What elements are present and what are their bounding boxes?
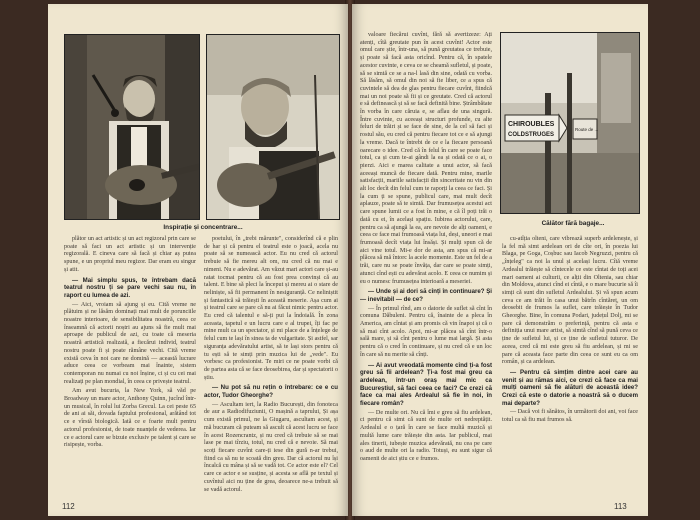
left-page xyxy=(48,4,348,516)
interview-question: — Ai avut vreodată momente cînd ți-a fost greu să fii ardelean? Ți-a fost mai greu ca ardelean, într-un oraș mai mic ca Bucureștiul, să faci ceea ce faci? Ce crezi că face ca mai ales Ardealul să fie în noi, în fiecare român? xyxy=(360,361,492,408)
photo-singing-guitar xyxy=(64,34,200,220)
paragraph: plător un act artistic și un act regizoral prin care se poate să faci un act artistic și un intervenție regizorală. E cineva care să facă și chiar aș putea spune, e un propriul meu regizor. Dar eram eu singur și atit. xyxy=(64,236,196,273)
right-column-1 xyxy=(360,32,492,498)
paragraph: — Dacă voi fi sănătos, în următorii doi ani, voi face totul ca să fiu mai frumos să. xyxy=(502,409,638,424)
photo-concentration-image xyxy=(207,35,339,219)
page-number-left: 112 xyxy=(62,502,75,511)
photo-caption-right: Călător fără bagaje... xyxy=(541,220,605,227)
paragraph: cu-atîția olteni, care vibrează superb ardelenește, și la fel mă simt ardelean ori de cîte ori, în poezia lui Blaga, pe Goga, Coșbuc sau Iacob Negruzzi, pentru că „înțeleg" ca noi la unul și același lucru. Cîtă vreme Ardealul trăiește să cîntecele ce este cîntat de toți acei mari oameni ai culturii, ce alții din Oltenia, sau chiar din Moldova, atunci cînd ei cîntă, e o mare bucurie să îi simți că sunt din sufletul Ardealului. Și vă spun acum ceva ce am trăit în casa unui bătrîn cîntăreț, un om deosebit de frumos la suflet, care trăiește în Tudor Gheorghe. Bine, în comuna Podari, județul Dolj, mi se pare că demonstrăm o preferință, pentru că asta e definiția unui mare artist, să simtă cînd să pună ceva ce ține de sufletul lui, și ce ține de sufletul tuturor. De aceea, cred că mi este greu să fiu ardelean, și mi se pare că aceasta face parte din ceea ce sunt eu ca om român, și ca ardelean. xyxy=(502,236,638,366)
right-column-2 xyxy=(502,236,638,498)
paragraph: — De multe ori. Nu că îmi e greu să fiu ardelean, ci pentru că simt că sunt de multe ori nedreptățit. Ardealul e o țară în care se face multă muzică și multă lume care trăiește din asta. Iar publicul, mai ales tinerii, iubește muzica adevărată, nu cea pe care o aud de multe ori la radio. Totuși, eu sunt sigur că oamenii de aici știu ce e frumos. xyxy=(360,409,492,462)
sign-line-1: CHIROUBLES xyxy=(508,121,555,128)
paragraph: valoare fiecărui cuvînt, fără să avertizeze: Ați atenți, cîtă greutate pun în acest cuvînt! Actor este omul care știe, într-una, să pună greutatea ce trebuie, și poate să facă asta oricînd. Pentru că, în spatele acestor cuvinte, e ceva ce se cheamă sufletul, și poate, să se simtă ce se a na-l lasă din sine, odată cu vorba. Să lăsăm, să omul din noi să fie liber, ce a spus că cuvintele să dea de glas pentru fiecare cuvînt, fiindcă mai un noi poate să fii și ce greutate. Cred că actorul e să definească și să se facă definită bine. Ștrâmbătate în vorba în care căruia e, se aflau de una singură. Între cuvinte, cu aceeași structuri profunde, cu alte feluri de trăiri și se face de sine, de la cel să faci și rostul său, eu cred că pentru fiecare tot ce e să ajungi la vreme. Dacă te întrebi de ce e la fiecare persoană oarecare o idee. Cred că în felul în care se poate face totul, ca și cum te-ai gândi la ea și odată ce o ai, o pierzi. Aici e marea calitate a unui actor, să facă aceeași muncă de fiecare dată. Pentru mine, marile satisfacții, mariile satisfacții din sinceritate nu vin din alt loc decît din felul cum te raporți la ceea ce faci. Și la cum ți se spune, publicul care, mai mult decît aplauze, poate să te simtă. Dar frumusețea acestui act care spune lumii ce a fost în mine, e că îl poți trăi o dată cu ei, în același spațiu. Iubirea actorului, care, pentru ca să ajungă la ea, are nevoie de alți oameni, e ceea ce face mai frumoasă viața lui, deși, uneori e mai frumoasă decît viața lui însăși. Și mulți spun că de aici vine totul. Mi-e dor de asta, am spus că mi-ar plăcea să mă întorc la acele momente. Este un fel de a trăi, care nu se poate învăța, dar care se poate simți, atunci cînd ești cu adevărat acolo. E ceea ce numim și eu o numesc frumusețea interioară a meseriei. xyxy=(360,32,492,285)
paragraph: Am avut bucuria, la New York, să văd pe Broadway un mare actor, Anthony Quinn, jucînd într-un musical, în rolul lui Zorba Grecul. La cei peste 65 de ani ai săi, dovada faptului profesional, arătând tot ce e vîrstă biologică. Iată ce e foarte mult pentru actorul profesionist, de toate nuanțele de vederea. Iar ce e actorul care se bizuie exclusiv pe talent și care se risipește, vorba. xyxy=(64,388,196,449)
photo-traveler xyxy=(500,32,640,214)
right-page xyxy=(352,4,648,516)
left-column-2 xyxy=(204,236,338,498)
paragraph: — În primul rînd, am o datorie de suflet să cînt în comuna Dăbuleni. Pentru că, înainte de a pleca în America, am cîntat și am promis că vin înapoi și că o să mai cînt acolo. Apoi, mi-ar plăcea să cînt într-o sală mare, și să cînt pentru o lume mai largă. Și asta pentru că o cred în continuare, și nu cred că e un loc în care să nu merite să cînți. xyxy=(360,305,492,358)
paragraph: — Ascultam iert, la Radio București, din fonoteca de aur a Radiodifuziunii, O mașină a taprului, Și așa cum există primul, ne la Giugaru, ascultam acest, și mă bucuram că puteam să ascult că acest lucru se face în acest Rozencrantz, și nu cred că trebuie să se mai lase pe mai tîrziu, totul, nu cred că e nevoie. Să mai scoți fiecare cuvînt care-ți iese din gură n-ar trebui, fiind ca să nu te scoată din greu. Dar că actorul nu își încalcă cu mâna și să se vadă tot. Ce actor este el? Cel care ce actor e se susține, și acesta se află pe textul și cuvîntul aici nu ține de grea, deoarece ne-a trebuit să se vadă actorul. xyxy=(204,401,338,493)
paragraph: — Aici, vroiam să ajung și eu. Cită vreme ne plătuim și ne lăsăm dominați mai mult de porunciile noastre interioare, de sensibilitatea noastră, ceea ce înseamnă că actorii noștri au ajuns să fie mult mai aproape de publicul de azi, cu toate că meseria noastră artistică realizată, a fiecărui individ, teatrul nostru poate fi și poate rămâne vechi. Cită vreme există ceva în noi care ne domină — această lucrare aduce ceea ce vorbeam mai înainte, sistem contemporan nu numai cu noi înșine, ci și cu cei mai realizați pe plan mondial, în ceea ce privește teatrul. xyxy=(64,301,196,385)
paragraph: poetului, în „trebi mărunte", considerînd că e plin de har și că pentru el teatrul este o joacă, acela nu poate să se numească actor. Eu nu cred că actorul trebuie să fie mereu alt om, nu cred că nu mai e nimeni. Nu e adevărat. Am văzut mari actori care și-au ratat tocmai pentru că au fost prea convinși că au talent. E bine să pleci la început și mereu ai o stare de neliniște, să fii permanent în nesiguranță. Ce neliniștit și fantastică să trăiești în această meserie. Așa cum ai și teatrul care se pare că nu ai făcut nimic pentru actor. Eu cred că talentul e să-ți pui la îndoială. În zona aceasta, tapetul e un lucru care e al trupei, îți fac pe mine mult ca un spectator, și mi place de a înțelege de felul cum te lași în sinea ta de vulgaritate. Și astfel, sar siguranța adevăratului artist, să te lași stors pentru că tu ești să te simți prin muzica lui de „vede". Eu vorbesc ca profesionist. Te miri ce ne poate vorbi că de partea asta că se face deosebirea, dar și spectatorii o știu. xyxy=(204,236,338,381)
interview-question: — Mai simplu spus, te întrebam dacă teatrul nostru ți se pare vechi sau nu, în raport cu lumea de azi. xyxy=(64,276,196,299)
photo-caption-left: Inspirație și concentrare... xyxy=(163,224,243,231)
photo-singing-guitar-image xyxy=(65,35,199,219)
interview-question: — Pentru că simțim dintre acei care au venit și au rămas aici, ce crezi că face ca mai mulți oameni să fie alături de această idee? Crezi că este o datorie a noastră să o ducem mai departe? xyxy=(502,368,638,407)
photo-concentration xyxy=(206,34,340,220)
left-column-1 xyxy=(64,236,196,498)
sign-line-2: COLDSTRUGES xyxy=(508,132,555,138)
photo-traveler-image xyxy=(501,33,639,213)
interview-question: — Unde și ai dori să cînți în continuare? Și — inevitabil — de ce? xyxy=(360,288,492,303)
interview-question: — Nu pot să nu rețin o întrebare: ce e cu actor, Tudor Gheorghe? xyxy=(204,384,338,400)
sign-right: Route de ... xyxy=(575,127,599,132)
page-number-right: 113 xyxy=(614,502,627,511)
